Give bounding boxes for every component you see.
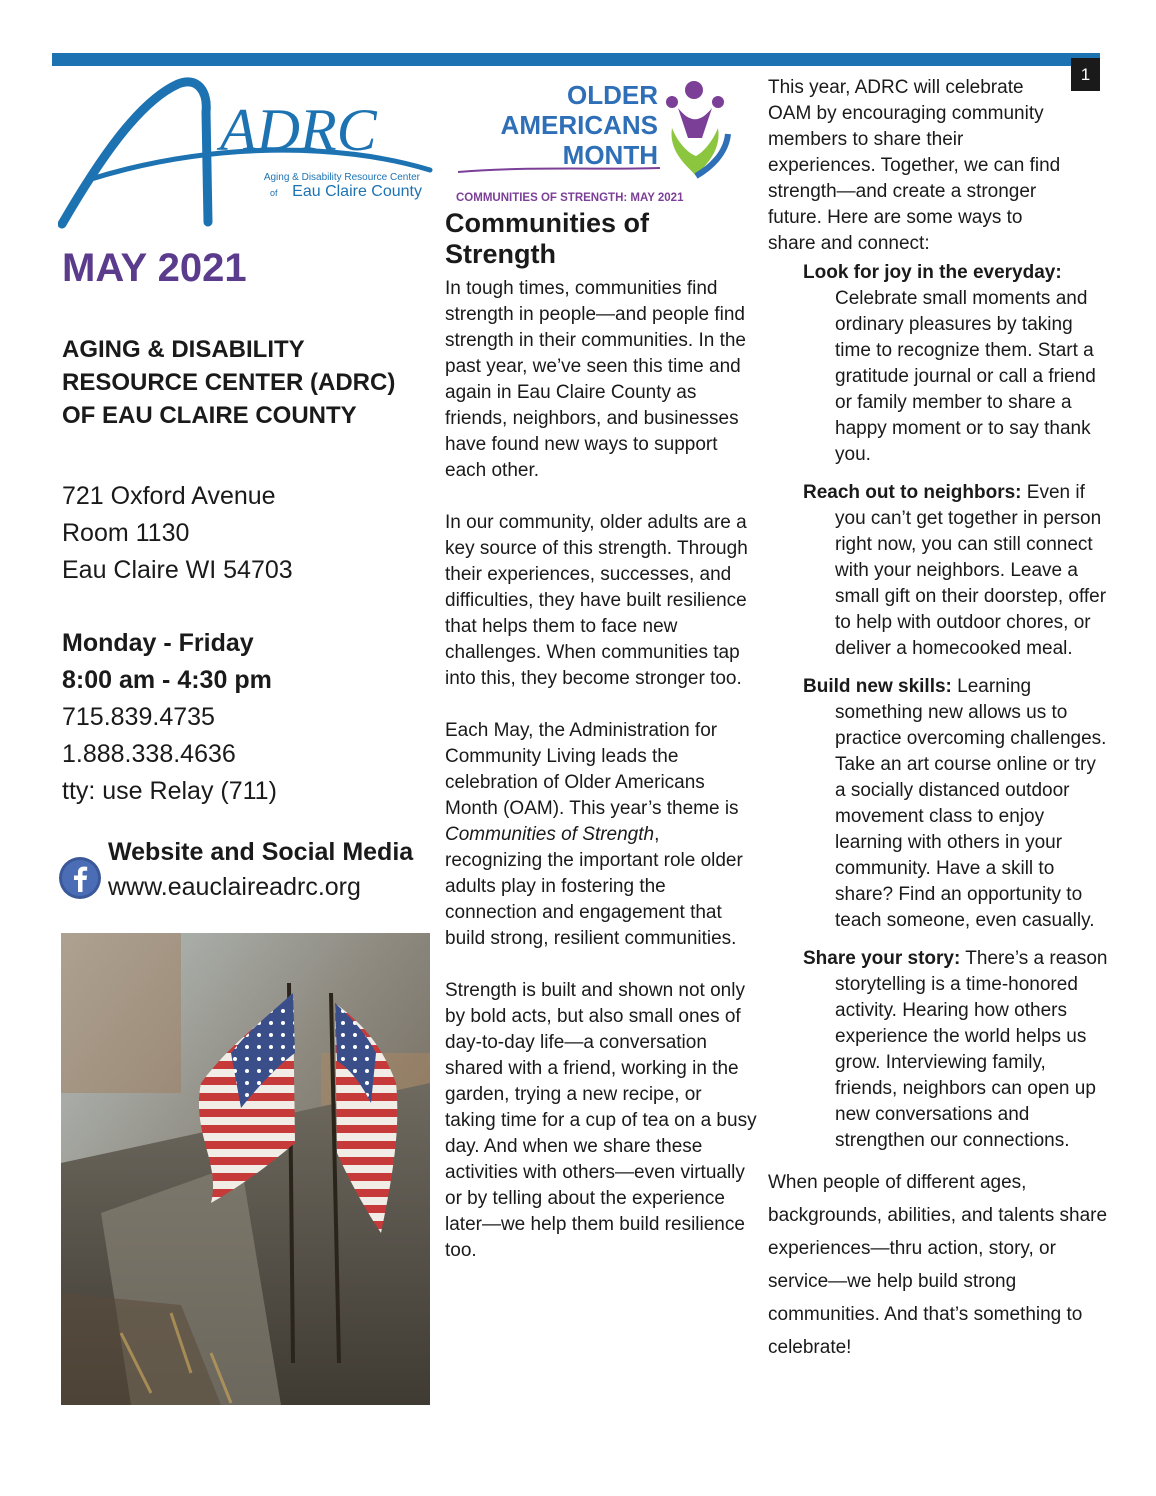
- adrc-logo-subtitle: Aging & Disability Resource Center: [263, 172, 420, 183]
- article-paragraph-4: Strength is built and shown not only by bold acts, but also small ones of day-to-day life—a conversation shared with a friend, working in the garden, trying a new recipe, or taking time for a cup of tea on a busy day. And when we share these activities with others—even virtually or by telling about the experience later—we help them build resilience too.: [445, 980, 757, 1261]
- office-days: Monday - Friday: [62, 629, 254, 657]
- flags-photo: [61, 933, 430, 1405]
- p3-after: , recognizing the important role older adults play in fostering the connection and engagement that build strong, resilient communities.: [445, 824, 743, 949]
- tip-lead: Look for joy in the everyday:: [803, 262, 1062, 283]
- ways-to-connect: [768, 75, 1108, 1364]
- phone-tollfree: 1.888.338.4636: [62, 740, 236, 768]
- page-number: 1: [1071, 58, 1100, 91]
- closing-paragraph: When people of different ages, backgrounds, abilities, and talents share experiences—thru action, story, or service—we help build strong communities. And that’s something to celebrate!: [768, 1172, 1108, 1358]
- tip-lead: Share your story:: [803, 948, 961, 969]
- adrc-logo-county: Eau Claire County: [292, 183, 422, 200]
- facebook-icon[interactable]: [58, 856, 102, 900]
- article-paragraph-2: In our community, older adults are a key source of this strength. Through their experiences, successes, and difficulties, they have built resilience that helps them to face new challenges. When communities tap into this, they become stronger too.: [445, 512, 748, 689]
- tip-lead: Build new skills:: [803, 676, 952, 697]
- older-americans-month-logo: [450, 68, 745, 208]
- tip-text: Learning something new allows us to practice overcoming challenges. Take an art course online or try a socially distanced outdoor movement class to enjoy learning with others in your community. Have a skill to share? Find an opportunity to teach someone, even casually.: [835, 676, 1107, 931]
- address-street: 721 Oxford Avenue: [62, 482, 276, 510]
- tip-item: [768, 480, 1108, 662]
- address-block: [62, 478, 293, 589]
- article-body: [445, 276, 757, 1290]
- article-paragraph-3: [445, 718, 757, 952]
- tty-info: tty: use Relay (711): [62, 777, 277, 805]
- address-room: Room 1130: [62, 519, 190, 547]
- adrc-logo-of: of: [270, 188, 278, 198]
- tip-lead: Reach out to neighbors:: [803, 482, 1022, 503]
- adrc-logo: [58, 72, 434, 230]
- phone-local: 715.839.4735: [62, 703, 215, 731]
- oam-logo-line3: MONTH: [562, 140, 658, 170]
- p3-before: Each May, the Administration for Community Living leads the celebration of Older Americans Month (OAM). This year’s theme is: [445, 720, 739, 819]
- article-paragraph-1: In tough times, communities find strength in people—and people find strength in their communities. In the past year, we’ve seen this time and again in Eau Claire County as friends, neighbors, and businesses have found new ways to support each other.: [445, 278, 746, 481]
- oam-logo-line1: OLDER: [567, 80, 658, 110]
- tip-text: Celebrate small moments and ordinary pleasures by taking time to recognize them. Start a gratitude journal or call a friend or family member to share a happy moment or to say thank you.: [835, 288, 1096, 465]
- adrc-logo-letters: ADRC: [220, 97, 377, 163]
- organization-name: AGING & DISABILITY RESOURCE CENTER (ADRC) OF EAU CLAIRE COUNTY: [62, 336, 396, 429]
- address-city: Eau Claire WI 54703: [62, 556, 293, 584]
- tip-text: Even if you can’t get together in person right now, you can still connect with your neighbors. Leave a small gift on their doorstep, offer to help with outdoor chores, or deliver a homecooked meal.: [835, 482, 1107, 659]
- article-title: Communities of Strength: [445, 208, 650, 269]
- web-heading: Website and Social Media: [108, 838, 414, 866]
- website-link[interactable]: www.eauclaireadrc.org: [108, 873, 361, 901]
- theme-name: Communities of Strength: [445, 824, 655, 845]
- oam-logo-line2: AMERICANS: [500, 110, 658, 140]
- top-accent-bar: [52, 53, 1100, 66]
- hours-block: [62, 625, 277, 810]
- tip-item: [768, 260, 1108, 468]
- office-time: 8:00 am - 4:30 pm: [62, 666, 272, 694]
- tip-item: [768, 946, 1108, 1154]
- oam-logo-tagline: COMMUNITIES OF STRENGTH: MAY 2021: [456, 192, 684, 204]
- issue-month: MAY 2021: [62, 246, 247, 290]
- tip-text: There’s a reason storytelling is a time-honored activity. Hearing how others experience the world helps us grow. Interviewing family, friends, neighbors can open up new conversations and strengthen our connections.: [835, 948, 1108, 1151]
- tip-item: [768, 674, 1108, 934]
- ways-intro: This year, ADRC will celebrate OAM by encouraging community members to share their experiences. Together, we can find strength—and create a stronger future. Here are some ways to share and connect:: [768, 77, 1061, 254]
